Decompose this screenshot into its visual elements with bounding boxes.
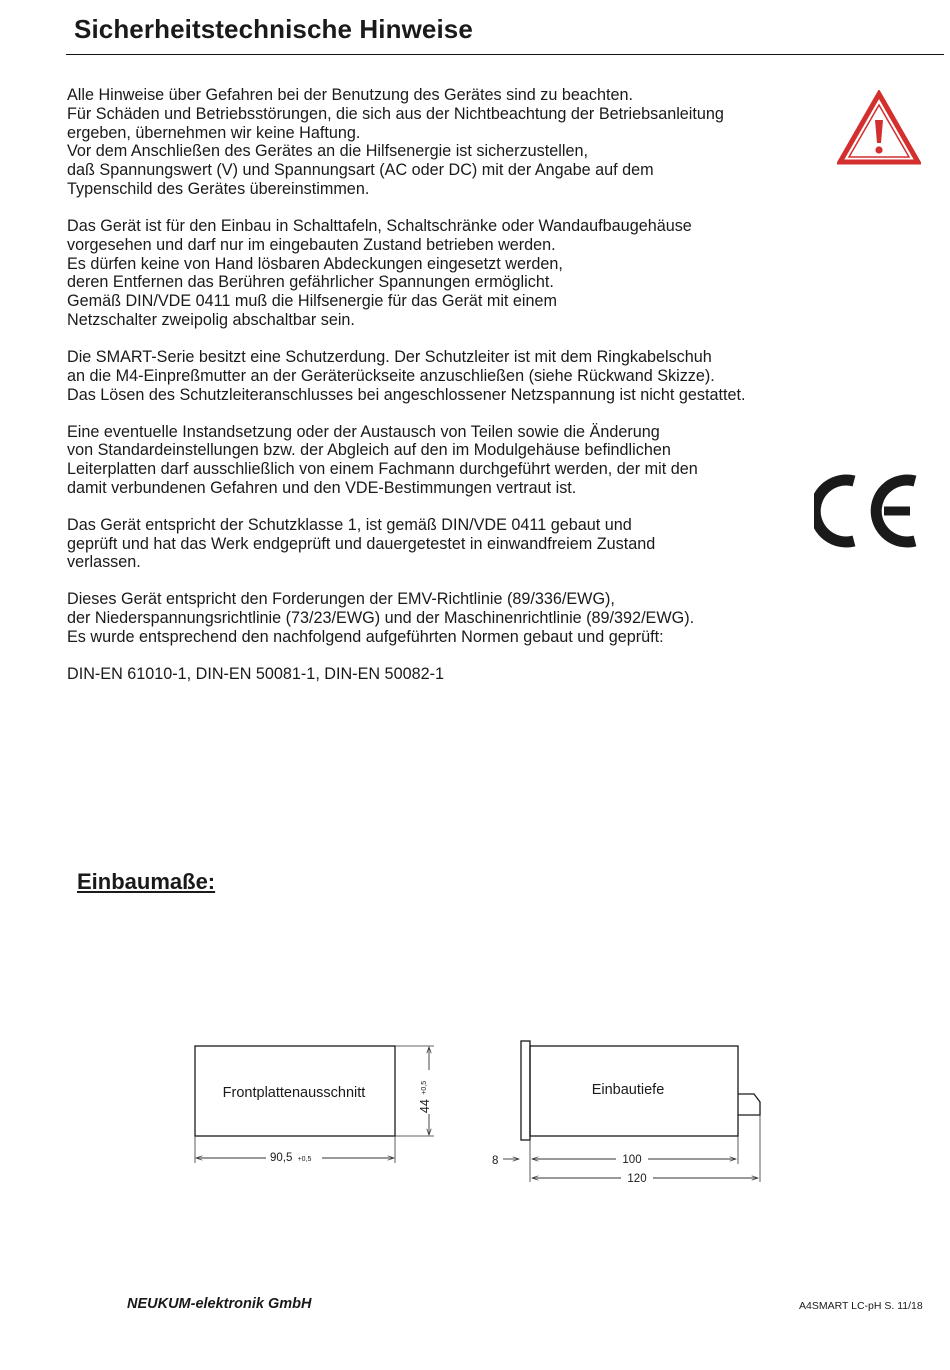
text-line: damit verbundenen Gefahren und den VDE-Bestimmungen vertraut ist. [67,478,577,497]
depth-body-value: 100 [622,1154,642,1166]
paragraph-7 [67,665,867,684]
text-line: der Niederspannungsrichtlinie (73/23/EWG) und der Maschinenrichtlinie (89/392/EWG). [67,609,695,628]
paragraph-2 [67,217,867,330]
paragraph-4 [67,423,867,498]
paragraph-3 [67,348,867,404]
paragraph-6 [67,590,867,646]
title-divider [66,54,944,55]
dimensions-heading: Einbaumaße: [77,869,216,894]
text-line: Es wurde entsprechend den nachfolgend aufgeführten Normen gebaut und geprüft: [67,628,664,647]
front-thickness-value: 8 [492,1155,499,1167]
text-line: Vor dem Anschließen des Gerätes an die Hilfsenergie ist sicherzustellen, [67,142,588,161]
text-line: deren Entfernen das Berühren gefährlicher Spannungen ermöglicht. [67,273,554,292]
text-line: Das Lösen des Schutzleiteranschlusses bei angeschlossener Netzspannung ist nicht gestattet. [67,385,746,404]
text-line: Alle Hinweise über Gefahren bei der Benutzung des Gerätes sind zu beachten. [67,86,634,104]
text-line: geprüft und hat das Werk endgeprüft und dauergetestet in einwandfreiem Zustand [67,534,656,553]
text-line: Eine eventuelle Instandsetzung oder der Austausch von Teilen sowie die Änderung [67,422,660,441]
warning-triangle-icon [837,90,921,166]
paragraph-1 [67,86,867,199]
cutout-width-value: 90,5 [270,1152,293,1164]
text-line: verlassen. [67,553,141,572]
text-line: daß Spannungswert (V) und Spannungsart (AC oder DC) mit der Angabe auf dem [67,161,654,180]
ce-mark-icon [814,472,920,550]
text-line: Es dürfen keine von Hand lösbaren Abdeckungen eingesetzt werden, [67,254,563,273]
footer-page-number: A4SMART LC-pH S. 11/18 [799,1300,923,1312]
text-line: Das Gerät entspricht der Schutzklasse 1, ist gemäß DIN/VDE 0411 gebaut und [67,515,632,534]
dimension-drawing [180,1030,780,1200]
paragraph-5 [67,516,867,572]
front-plate [521,1041,530,1140]
text-line: Netzschalter zweipolig abschaltbar sein. [67,310,355,329]
text-line: Für Schäden und Betriebsstörungen, die sich aus der Nichtbeachtung der Betriebsanleitung [67,104,724,123]
text-line: Gemäß DIN/VDE 0411 muß die Hilfsenergie für das Gerät mit einem [67,292,558,311]
safety-text [67,86,867,702]
cutout-label: Frontplattenausschnitt [222,1085,366,1101]
cutout-width-tolerance: +0,5 [297,1156,312,1163]
depth-total-value: 120 [627,1173,647,1185]
text-line: DIN-EN 61010-1, DIN-EN 50081-1, DIN-EN 50082-1 [67,665,444,684]
rear-terminal [738,1094,760,1115]
cutout-height-tolerance: +0,5 [421,1080,428,1095]
footer-company: NEUKUM-elektronik GmbH [127,1296,312,1312]
text-line: Das Gerät ist für den Einbau in Schalttafeln, Schaltschränke oder Wandaufbaugehäuse [67,216,692,235]
cutout-height-value: 44 [418,1099,432,1114]
text-line: ergeben, übernehmen wir keine Haftung. [67,123,361,142]
text-line: Die SMART-Serie besitzt eine Schutzerdung. Der Schutzleiter ist mit dem Ringkabelschuh [67,347,712,366]
text-line: Typenschild des Gerätes übereinstimmen. [67,179,370,198]
text-line: an die M4-Einpreßmutter an der Geräterückseite anzuschließen (siehe Rückwand Skizze). [67,366,715,385]
page-title: Sicherheitstechnische Hinweise [74,14,473,44]
text-line: von Standardeinstellungen bzw. der Abgleich auf den im Modulgehäuse befindlichen [67,441,671,460]
depth-label: Einbautiefe [591,1082,665,1098]
text-line: Dieses Gerät entspricht den Forderungen der EMV-Richtlinie (89/336/EWG), [67,590,615,609]
text-line: vorgesehen und darf nur im eingebauten Zustand betrieben werden. [67,235,556,254]
text-line: Leiterplatten darf ausschließlich von einem Fachmann durchgeführt werden, der mit den [67,460,698,479]
